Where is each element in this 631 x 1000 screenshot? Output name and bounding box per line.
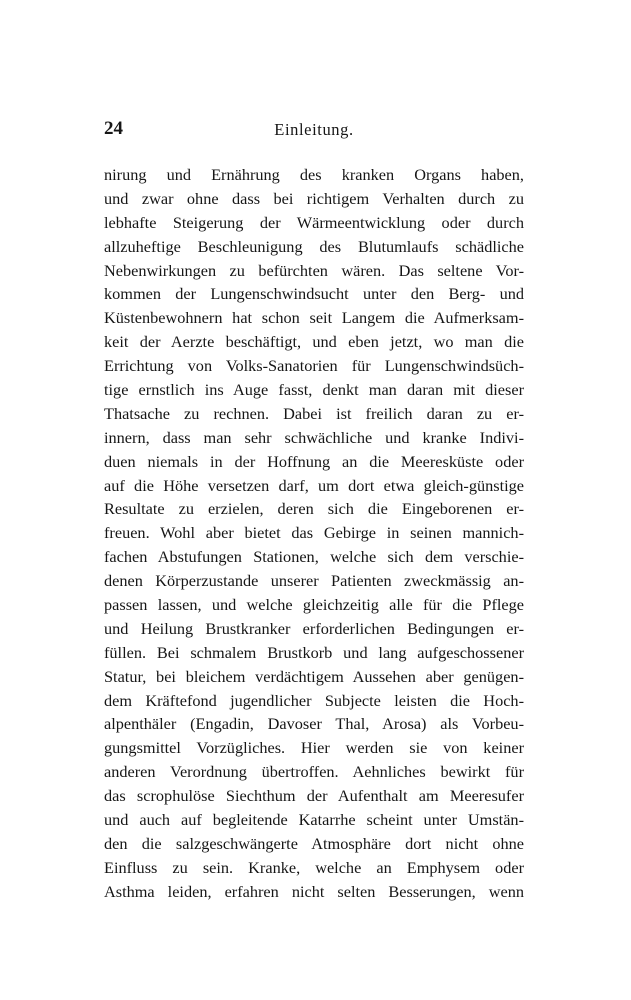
page-header — [104, 118, 524, 146]
text-line: duen niemals in der Hoffnung an die Meeresküste oder — [104, 451, 524, 471]
text-line: passen lassen, und welche gleichzeitig alle für die Pflege — [104, 595, 524, 615]
text-line: alpenthäler (Engadin, Davoser Thal, Arosa) als Vorbeu- — [104, 714, 524, 734]
text-line: und auch auf begleitende Katarrhe scheint unter Umstän- — [104, 810, 524, 830]
text-line: tige ernstlich ins Auge fasst, denkt man daran mit dieser — [104, 380, 524, 400]
text-line: freuen. Wohl aber bietet das Gebirge in seinen mannich- — [104, 523, 524, 543]
text-line: innern, dass man sehr schwächliche und kranke Indivi- — [104, 427, 524, 447]
text-line: das scrophulöse Siechthum der Aufenthalt am Meeresufer — [104, 786, 524, 806]
text-line: denen Körperzustande unserer Patienten zweckmässig an- — [104, 571, 524, 591]
text-line: keit der Aerzte beschäftigt, und eben jetzt, wo man die — [104, 332, 524, 352]
text-line: allzuheftige Beschleunigung des Blutumlaufs schädliche — [104, 236, 524, 256]
running-head: Einleitung. — [274, 120, 354, 139]
text-line: nirung und Ernährung des kranken Organs haben, — [104, 165, 524, 184]
text-line: füllen. Bei schmalem Brustkorb und lang aufgeschossener — [104, 642, 524, 662]
text-line: dem Kräftefond jugendlicher Subjecte leisten die Hoch- — [104, 690, 524, 710]
text-line: Nebenwirkungen zu befürchten wären. Das seltene Vor- — [104, 260, 524, 280]
text-line: kommen der Lungenschwindsucht unter den Berg- und — [104, 284, 524, 304]
page-number: 24 — [104, 118, 123, 139]
text-line: lebhafte Steigerung der Wärmeentwicklung oder durch — [104, 212, 524, 232]
text-line: und zwar ohne dass bei richtigem Verhalten durch zu — [104, 188, 524, 208]
text-line: auf die Höhe versetzen darf, um dort etwa gleich-günstige — [104, 475, 524, 495]
text-line: und Heilung Brustkranker erforderlichen Bedingungen er- — [104, 618, 524, 638]
text-line: Resultate zu erzielen, deren sich die Eingeborenen er- — [104, 499, 524, 519]
text-line: Küstenbewohnern hat schon seit Langem die Aufmerksam- — [104, 308, 524, 328]
text-line: anderen Verordnung übertroffen. Aehnliches bewirkt für — [104, 762, 524, 782]
text-line: Thatsache zu rechnen. Dabei ist freilich daran zu er- — [104, 403, 524, 423]
body-text — [104, 163, 524, 904]
text-line: Einfluss zu sein. Kranke, welche an Emphysem oder — [104, 857, 524, 877]
text-line: Asthma leiden, erfahren nicht selten Besserungen, wenn — [104, 881, 524, 901]
text-line: Errichtung von Volks-Sanatorien für Lungenschwindsüch- — [104, 356, 524, 376]
text-line: gungsmittel Vorzügliches. Hier werden sie von keiner — [104, 738, 524, 758]
text-line: den die salzgeschwängerte Atmosphäre dort nicht ohne — [104, 833, 524, 853]
text-line: fachen Abstufungen Stationen, welche sich dem verschie- — [104, 547, 524, 567]
text-line: Statur, bei bleichem verdächtigem Aussehen aber genügen- — [104, 666, 524, 686]
